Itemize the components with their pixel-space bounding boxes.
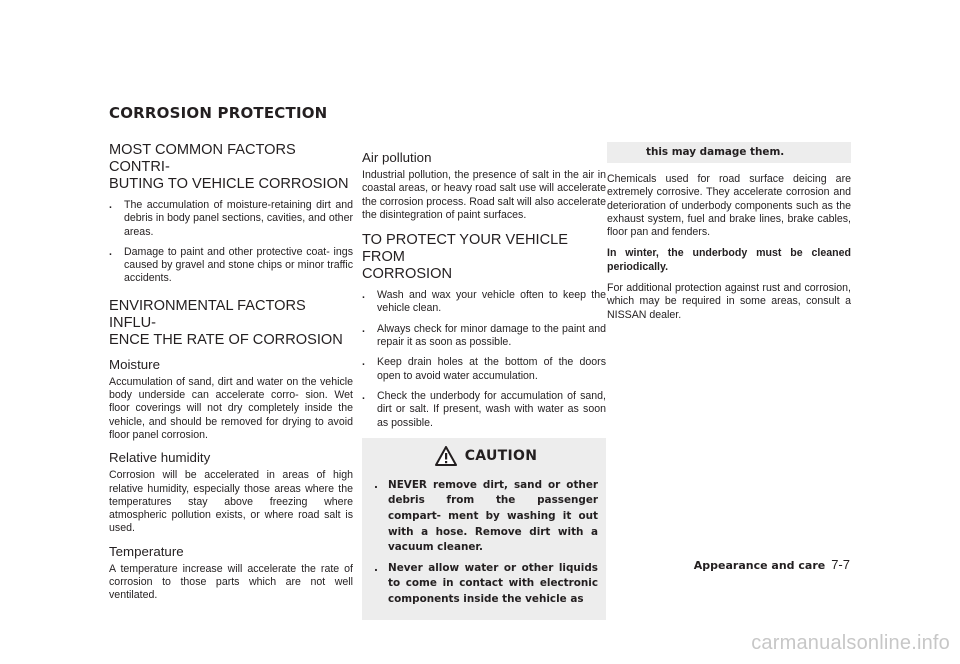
bullet-icon: . bbox=[362, 356, 365, 369]
caution-continued-box bbox=[607, 142, 851, 163]
factors-heading: MOST COMMON FACTORS CONTRI- BUTING TO VEHICLE CORROSION bbox=[109, 142, 349, 192]
bullet-icon: . bbox=[109, 245, 112, 258]
additional-protection-text: For additional protection against rust and corrosion, which may be required in some areas, consult a NISSAN dealer. bbox=[607, 282, 851, 321]
bullet-icon: . bbox=[362, 322, 365, 335]
list-item: . NEVER remove dirt, sand or other debris from the passenger compart- ment by washing it out with a hose. Remove dirt with a vacuum cleaner. bbox=[374, 478, 598, 554]
temperature-heading: Temperature bbox=[109, 543, 184, 559]
winter-text: In winter, the underbody must be cleaned periodically. bbox=[607, 247, 851, 273]
humidity-text: Corrosion will be accelerated in areas of high relative humidity, especially those areas where the temperatures stay above freezing where atmospheric pollution exists, or where road salt is used. bbox=[109, 469, 353, 535]
bullet-icon: . bbox=[109, 199, 112, 211]
chemicals-text: Chemicals used for road surface deicing are extremely corrosive. They accelerate corrosion and deterioration of underbody components such as the exhaust system, fuel and brake lines, brake cables, floor pan and fenders. bbox=[607, 173, 851, 239]
list-item: . Always check for minor damage to the paint and repair it as soon as possible. bbox=[362, 322, 606, 349]
list-item: . Keep drain holes at the bottom of the doors open to avoid water accumulation. bbox=[362, 356, 606, 382]
list-item: . Check the underbody for accumulation of sand, dirt or salt. If present, wash with water as soon as possible. bbox=[362, 389, 606, 429]
column-2 bbox=[362, 142, 606, 620]
factors-list bbox=[109, 199, 353, 286]
list-item: . Damage to paint and other protective coat- ings caused by gravel and stone chips or minor traffic accidents. bbox=[109, 245, 353, 285]
air-pollution-text: Industrial pollution, the presence of salt in the air in coastal areas, or heavy road salt use will accelerate the corrosion process. Road salt will also accelerate the disintegration of paint surfaces. bbox=[362, 169, 606, 221]
caution-list bbox=[374, 478, 598, 608]
protect-heading: TO PROTECT YOUR VEHICLE FROM CORROSION bbox=[362, 232, 568, 283]
bullet-icon: . bbox=[362, 289, 365, 302]
caution-title: CAUTION bbox=[464, 447, 538, 464]
environmental-heading: ENVIRONMENTAL FACTORS INFLU- ENCE THE RATE OF CORROSION bbox=[109, 297, 343, 348]
protect-list bbox=[362, 289, 606, 430]
page-heading: CORROSION PROTECTION bbox=[109, 104, 328, 122]
moisture-heading: Moisture bbox=[109, 356, 160, 372]
bullet-icon: . bbox=[374, 561, 378, 574]
caution-box bbox=[362, 438, 606, 620]
column-1 bbox=[109, 142, 353, 611]
page-number: 7-7 bbox=[831, 557, 850, 572]
air-pollution-heading: Air pollution bbox=[362, 150, 432, 165]
warning-triangle-icon bbox=[435, 446, 457, 466]
page-footer bbox=[694, 557, 850, 572]
list-item: . The accumulation of moisture-retaining dirt and debris in body panel sections, cavities, and other areas. bbox=[109, 199, 353, 238]
footer-section-title: Appearance and care bbox=[693, 559, 826, 572]
temperature-text: A temperature increase will accelerate the rate of corrosion to those parts which are not well ventilated. bbox=[109, 562, 353, 602]
column-3 bbox=[607, 142, 851, 330]
list-item: . Wash and wax your vehicle often to keep the vehicle clean. bbox=[362, 289, 606, 315]
list-item: . Never allow water or other liquids to come in contact with electronic components inside the vehicle as bbox=[374, 561, 598, 606]
humidity-heading: Relative humidity bbox=[109, 450, 211, 466]
bullet-icon: . bbox=[362, 389, 365, 402]
caution-header bbox=[374, 446, 598, 470]
caution-continued-text: this may damage them. bbox=[646, 146, 785, 158]
moisture-text: Accumulation of sand, dirt and water on the vehicle body underside can accelerate corro- sion. Wet floor coverings will not dry completely inside the vehicle, and should be removed for drying to avoid floor panel corrosion. bbox=[109, 375, 353, 441]
bullet-icon: . bbox=[374, 478, 378, 491]
watermark: carmanualsonline.info bbox=[751, 632, 950, 654]
